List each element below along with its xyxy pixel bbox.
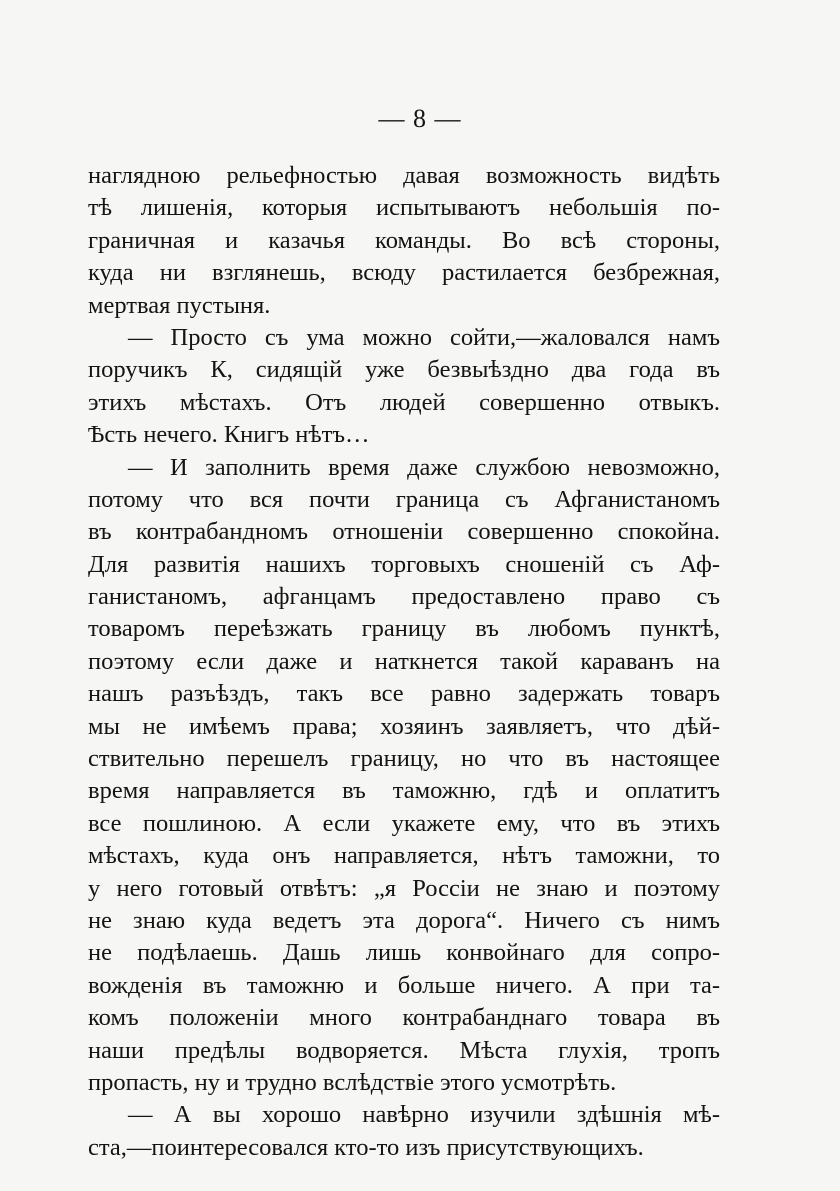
text-line: у него готовый отвѣтъ: „я Россіи не знаю и поэтому (88, 874, 720, 902)
body-text (88, 160, 720, 1164)
text-line: все пошлиною. А если укажете ему, что въ этихъ (88, 809, 720, 837)
text-line: мѣстахъ, куда онъ направляется, нѣтъ таможни, то (88, 842, 720, 870)
text-line: не знаю куда ведетъ эта дорога“. Ничего съ нимъ (88, 906, 720, 934)
text-line: Для развитія нашихъ торговыхъ сношеній съ Аф- (88, 550, 720, 578)
text-line: — И заполнить время даже службою невозможно, (128, 453, 720, 481)
text-line: въ контрабандномъ отношеніи совершенно спокойна. (88, 518, 720, 546)
text-line: этихъ мѣстахъ. Отъ людей совершенно отвыкъ. (88, 388, 720, 416)
text-line: товаромъ переѣзжать границу въ любомъ пунктѣ, (88, 615, 720, 643)
text-line: граничная и казачья команды. Во всѣ стороны, (88, 226, 720, 254)
text-line: комъ положеніи много контрабанднаго товара въ (88, 1004, 720, 1032)
text-line: мертвая пустыня. (88, 291, 271, 319)
text-line: поэтому если даже и наткнется такой караванъ на (88, 647, 720, 675)
text-line: поручикъ К, сидящій уже безвыѣздно два года въ (88, 356, 720, 384)
text-line: время направляется въ таможню, гдѣ и оплатитъ (88, 777, 720, 805)
text-line: Ѣсть нечего. Книгъ нѣтъ… (88, 421, 370, 449)
text-line: наглядною рельефностью давая возможность видѣть (88, 162, 720, 189)
text-line: не подѣлаешь. Дашь лишь конвойнаго для сопро- (88, 939, 720, 967)
page-number: — 8 — (378, 104, 462, 133)
text-line: — Просто съ ума можно сойти,—жаловался намъ (128, 323, 720, 351)
text-line: пропасть, ну и трудно вслѣдствіе этого усмотрѣть. (88, 1068, 617, 1096)
text-line: ста,—поинтересовался кто-то изъ присутствующихъ. (88, 1133, 644, 1161)
text-line: потому что вся почти граница съ Афганистаномъ (88, 485, 720, 513)
text-line: вожденія въ таможню и больше ничего. А при та- (88, 971, 720, 999)
text-line: — А вы хорошо навѣрно изучили здѣшнія мѣ- (128, 1101, 720, 1129)
text-line: тѣ лишенія, которыя испытываютъ небольшія по- (88, 194, 720, 222)
text-line: ствительно перешелъ границу, но что въ настоящее (88, 745, 720, 773)
text-line: мы не имѣемъ права; хозяинъ заявляетъ, что дѣй- (88, 712, 720, 740)
text-line: куда ни взглянешь, всюду растилается безбрежная, (88, 259, 720, 287)
text-line: нашъ разъѣздъ, такъ все равно задержать товаръ (88, 680, 720, 708)
text-line: наши предѣлы водворяется. Мѣста глухія, тропъ (88, 1036, 720, 1064)
text-line: ганистаномъ, афганцамъ предоставлено право съ (88, 583, 720, 611)
